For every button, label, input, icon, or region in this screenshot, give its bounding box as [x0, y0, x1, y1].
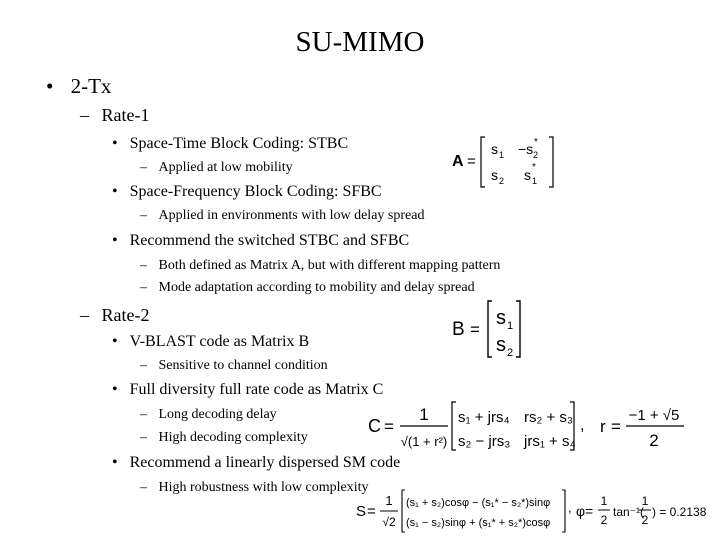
- bullet-full-rate: [112, 381, 383, 399]
- bullet-text: Long decoding delay: [158, 407, 277, 422]
- bullet-text: Space-Frequency Block Coding: SFBC: [129, 183, 382, 200]
- matrix-a-s2conj-sub: 2: [533, 150, 539, 160]
- half-num: 1: [600, 494, 608, 508]
- bullet-sfbc: [112, 183, 382, 201]
- bullet-recommend-switched-sub1: [140, 258, 500, 274]
- bullet-marker: –: [140, 160, 147, 175]
- bullet-vblast: [112, 333, 309, 351]
- bullet-rate2: [80, 305, 149, 326]
- matrix-a-star2: *: [532, 162, 536, 173]
- bullet-2tx: [46, 74, 111, 99]
- matrix-c-e21: s₂ − jrs₃: [458, 433, 511, 450]
- matrix-b-s1: s: [496, 307, 506, 329]
- tan-func: tan⁻¹(: [613, 505, 645, 519]
- bullet-rate1: [80, 105, 149, 126]
- matrix-c-e11: s₁ + jrs₄: [458, 409, 510, 426]
- matrix-c-lhs: C: [368, 416, 381, 436]
- tan-num: 1: [641, 494, 649, 508]
- bullet-marker: –: [140, 358, 147, 373]
- left-bracket: [452, 402, 456, 450]
- matrix-a-s1-sub: 1: [499, 150, 505, 160]
- r-num: −1 + √5: [628, 407, 680, 424]
- bullet-text: High decoding complexity: [158, 430, 308, 445]
- bullet-marker: –: [140, 258, 147, 273]
- bullet-recommend-switched-sub2: [140, 280, 475, 296]
- r-den: 2: [649, 431, 659, 450]
- phi-eq: =: [585, 503, 594, 519]
- bullet-marker: –: [140, 407, 147, 422]
- bullet-marker: •: [112, 135, 118, 152]
- matrix-c-eq: =: [384, 417, 394, 436]
- half-den: 2: [600, 513, 608, 527]
- matrix-b-eq: =: [470, 320, 480, 339]
- matrix-c-e22: jrs₁ + s₄: [524, 433, 576, 450]
- right-bracket: [562, 490, 565, 532]
- bullet-text: Applied at low mobility: [158, 160, 293, 175]
- left-bracket: [481, 137, 485, 187]
- matrix-s-num: 1: [385, 493, 393, 508]
- bullet-marker: –: [140, 480, 147, 495]
- bullet-text: Sensitive to channel condition: [158, 358, 328, 373]
- matrix-a-s2: s: [491, 167, 498, 183]
- bullet-full-rate-sub1: [140, 407, 277, 423]
- r-eq: =: [611, 417, 621, 436]
- left-bracket: [402, 490, 405, 532]
- matrix-c-e12: rs₂ + s₃: [524, 409, 574, 426]
- matrix-a-s1: s: [491, 141, 498, 157]
- matrix-c-comma: ,: [580, 417, 585, 434]
- matrix-b-equation: [450, 298, 530, 362]
- bullet-text: Rate-2: [101, 305, 150, 325]
- matrix-c-equation: [364, 398, 694, 454]
- page-title: SU-MIMO: [295, 26, 425, 58]
- matrix-c-den: √(1 + r²): [400, 434, 448, 449]
- matrix-s-row2: (s₁ − s₂)sinφ + (s₁* + s₂*)cosφ: [406, 517, 551, 529]
- matrix-a-equation: [450, 134, 560, 190]
- matrix-b-lhs: B: [452, 319, 465, 340]
- matrix-b-s1-sub: 1: [507, 320, 514, 332]
- left-bracket: [488, 301, 492, 357]
- bullet-text: Mode adaptation according to mobility and delay spread: [158, 280, 475, 295]
- matrix-a-s2-sub: 2: [499, 176, 505, 186]
- bullet-marker: –: [80, 305, 89, 325]
- bullet-marker: –: [140, 430, 147, 445]
- bullet-full-rate-sub2: [140, 430, 308, 446]
- bullet-recommend-switched: [112, 232, 409, 250]
- bullet-marker: –: [80, 105, 89, 125]
- matrix-a-s1conj: s: [524, 167, 531, 183]
- bullet-marker: •: [112, 454, 118, 471]
- matrix-a-s1conj-sub: 1: [532, 176, 538, 186]
- right-bracket: [516, 301, 520, 357]
- bullet-recommend-sm-sub: [140, 480, 369, 496]
- phi-lhs: φ: [576, 503, 586, 519]
- r-lhs: r: [600, 417, 606, 436]
- matrix-s-equation: [354, 488, 706, 536]
- matrix-s-row1: (s₁ + s₂)cosφ − (s₁* − s₂*)sinφ: [406, 497, 551, 509]
- matrix-b-s2-sub: 2: [507, 347, 514, 359]
- bullet-sfbc-sub: [140, 208, 424, 224]
- bullet-marker: •: [46, 74, 54, 98]
- right-bracket: [549, 137, 553, 187]
- bullet-marker: –: [140, 280, 147, 295]
- bullet-marker: –: [140, 208, 147, 223]
- tan-den: 2: [641, 513, 649, 527]
- matrix-a-star1: *: [534, 137, 538, 148]
- matrix-a-s2conj: −s: [518, 141, 534, 157]
- bullet-marker: •: [112, 183, 118, 200]
- bullet-marker: •: [112, 333, 118, 350]
- matrix-b-s2: s: [496, 334, 506, 356]
- bullet-marker: •: [112, 232, 118, 249]
- bullet-text: High robustness with low complexity: [158, 480, 369, 495]
- bullet-text: Space-Time Block Coding: STBC: [129, 135, 349, 152]
- matrix-a-eq: =: [467, 153, 476, 170]
- bullet-text: Applied in environments with low delay spread: [158, 208, 425, 223]
- matrix-c-num: 1: [419, 405, 429, 424]
- bullet-text: Recommend the switched STBC and SFBC: [129, 232, 410, 249]
- bullet-text: Both defined as Matrix A, but with different mapping pattern: [158, 258, 501, 273]
- phi-result: ) = 0.2138: [652, 505, 706, 519]
- matrix-s-den: √2: [382, 515, 396, 529]
- matrix-s-lhs: S: [356, 503, 367, 520]
- matrix-a-lhs: A: [452, 153, 464, 170]
- bullet-text: Full diversity full rate code as Matrix C: [129, 381, 384, 398]
- bullet-text: Recommend a linearly dispersed SM code: [129, 454, 401, 471]
- phi-comma: ,: [568, 500, 572, 515]
- bullet-marker: •: [112, 381, 118, 398]
- bullet-recommend-sm: [112, 454, 400, 472]
- bullet-vblast-sub: [140, 358, 328, 374]
- bullet-text: V-BLAST code as Matrix B: [129, 333, 310, 350]
- bullet-text: 2-Tx: [70, 74, 112, 98]
- matrix-s-eq: =: [367, 503, 376, 520]
- bullet-text: Rate-1: [101, 105, 150, 125]
- bullet-stbc: [112, 135, 348, 153]
- bullet-stbc-sub: [140, 160, 293, 176]
